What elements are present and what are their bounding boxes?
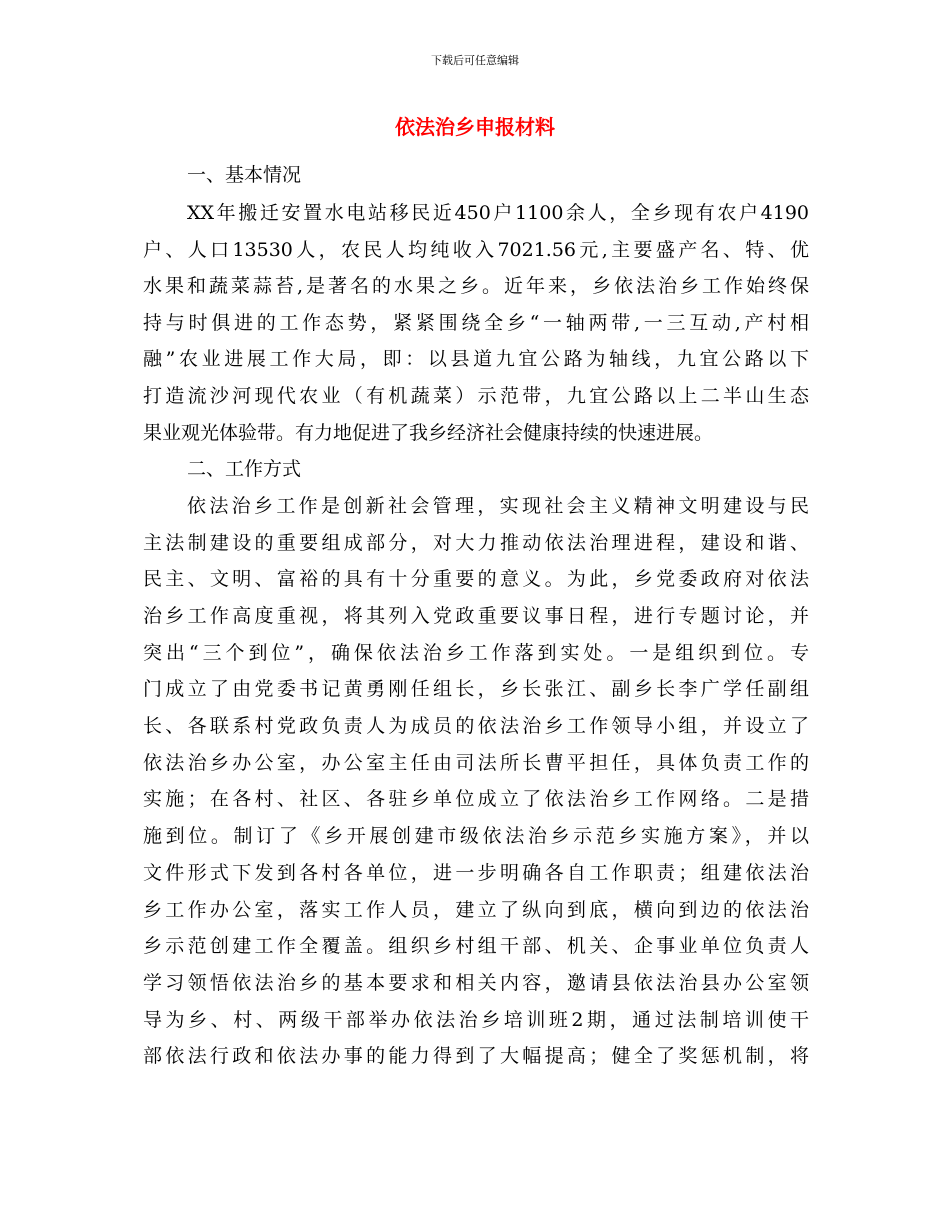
paragraph-line: XX年搬迁安置水电站移民近450户1100余人，全乡现有农户4190	[187, 202, 809, 224]
paragraph-line: 导为乡、村、两级干部举办依法治乡培训班2期，通过法制培训使干	[143, 1009, 809, 1031]
paragraph-line: 施到位。制订了《乡开展创建市级依法治乡示范乡实施方案》，并以	[143, 825, 809, 847]
paragraph-line: 门成立了由党委书记黄勇刚任组长，乡长张江、副乡长李广学任副组	[143, 678, 809, 700]
paragraph-line: 打造流沙河现代农业（有机蔬菜）示范带，九宜公路以上二半山生态	[143, 385, 809, 407]
paragraph-line: 实施；在各村、社区、各驻乡单位成立了依法治乡工作网络。二是措	[143, 788, 809, 810]
paragraph-line: 学习领悟依法治乡的基本要求和相关内容，邀请县依法治县办公室领	[143, 972, 809, 994]
paragraph-line: 持与时俱进的工作态势，紧紧围绕全乡“一轴两带,一三互动,产村相	[143, 312, 809, 334]
paragraph-line: 文件形式下发到各村各单位，进一步明确各自工作职责；组建依法治	[143, 862, 809, 884]
paragraph-line: 治乡工作高度重视，将其列入党政重要议事日程，进行专题讨论，并	[143, 605, 809, 627]
header-note: 下载后可任意编辑	[431, 54, 519, 67]
document-title: 依法治乡申报材料	[395, 115, 555, 139]
paragraph-line: 部依法行政和依法办事的能力得到了大幅提高；健全了奖惩机制，将	[143, 1045, 809, 1067]
paragraph-line: 乡示范创建工作全覆盖。组织乡村组干部、机关、企事业单位负责人	[143, 935, 809, 957]
paragraph-line: 民主、文明、富裕的具有十分重要的意义。为此，乡党委政府对依法	[143, 568, 809, 590]
paragraph-line: 长、各联系村党政负责人为成员的依法治乡工作领导小组，并设立了	[143, 715, 809, 737]
paragraph-line: 突出“三个到位”，确保依法治乡工作落到实处。一是组织到位。专	[143, 642, 809, 664]
section-heading-basic: 一、基本情况	[187, 164, 302, 186]
paragraph-line: 依法治乡办公室，办公室主任由司法所长曹平担任，具体负责工作的	[143, 752, 809, 774]
paragraph-line: 果业观光体验带。有力地促进了我乡经济社会健康持续的快速进展。	[143, 422, 714, 444]
paragraph-line: 乡工作办公室，落实工作人员，建立了纵向到底，横向到边的依法治	[143, 899, 809, 921]
paragraph-line: 水果和蔬菜蒜苔,是著名的水果之乡。近年来，乡依法治乡工作始终保	[143, 275, 809, 297]
paragraph-line: 主法制建设的重要组成部分，对大力推动依法治理进程，建设和谐、	[143, 532, 809, 554]
section-heading-method: 二、工作方式	[187, 458, 302, 480]
paragraph-line: 融”农业进展工作大局，即：以县道九宜公路为轴线，九宜公路以下	[143, 348, 809, 370]
paragraph-line: 户、人口13530人，农民人均纯收入7021.56元,主要盛产名、特、优	[143, 239, 809, 261]
paragraph-line: 依法治乡工作是创新社会管理，实现社会主义精神文明建设与民	[187, 495, 809, 517]
